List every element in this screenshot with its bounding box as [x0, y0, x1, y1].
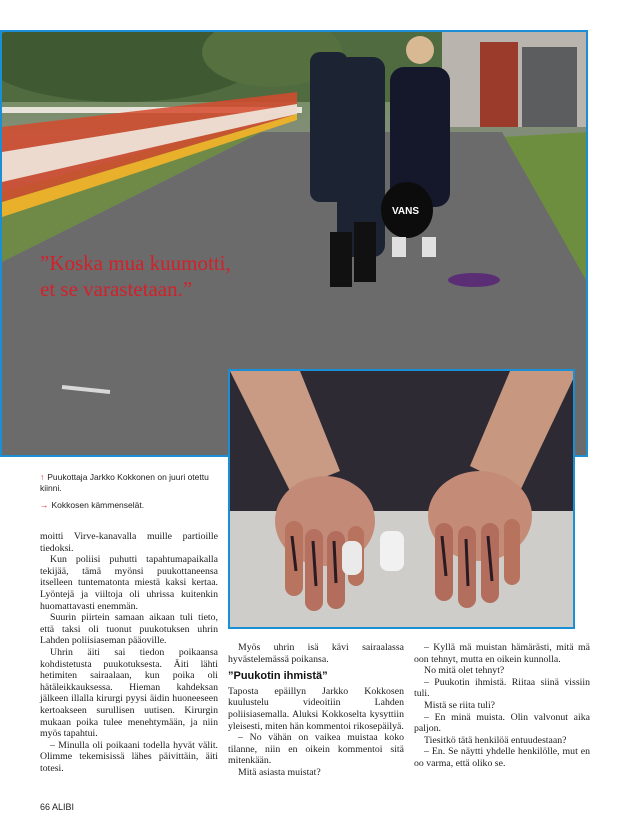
body-column-3: [414, 642, 590, 770]
page-footer: 66 ALIBI: [40, 802, 75, 812]
col3-paragraph: – Puukotin ihmistä. Riitaa siinä vissiin tuli.: [414, 676, 590, 700]
pull-quote: [40, 250, 280, 302]
col3-paragraph: – En. Se näytti yhdelle henkilölle, mut en oo varma, että oliko se.: [414, 746, 590, 769]
col3-paragraph: Tiesitkö tätä henkilöä entuudestaan?: [424, 734, 567, 746]
body-column-2: [228, 642, 404, 779]
subheading: ”Puukotin ihmistä”: [228, 670, 328, 683]
pull-quote-line-1: ”Koska mua kuumotti,: [40, 251, 231, 275]
body-column-1: [40, 531, 218, 774]
caption-top-photo: ↑ Puukottaja Jarkko Kokkonen on juuri otettu kiinni.: [40, 472, 209, 493]
col1-paragraph: Suurin piirtein samaan aikaan tuli tieto, että taksi oli tuonut puukotuksen uhrin Lahden poliisiaseman pääoville.: [40, 612, 218, 647]
arrow-right-icon: →: [40, 500, 49, 510]
arrow-up-icon: ↑: [40, 472, 45, 482]
col2-paragraph: Taposta epäillyn Jarkko Kokkosen kuulustelu videoitiin Lahden poliisiasemalla. Aluksi Kokkoselta kysyttiin yleisesti, miten hän kommentoi rikosepäilyä.: [228, 685, 404, 732]
col2-paragraph: – No vähän on vaikea muistaa koko tilanne, niin en oikein kommentoi sitä mitenkään.: [228, 732, 404, 767]
col2-lead: Myös uhrin isä kävi sairaalassa hyvästelemässä poikansa.: [228, 642, 404, 665]
caption-inset-photo: → Kokkosen kämmenselät.: [40, 500, 145, 510]
col1-paragraph: Uhrin äiti sai tiedon poikaansa kohdistetusta puukotuksesta. Äiti lähti hetimiten sairaalaan, kun poika oli hätäleikkauksessa. Hieman kahdeksan jälkeen illalla kirurgi pyysi äidin huoneeseen kertoakseen surullisen uutisen. Kirurgin mukaan poika tulee menehtymään, ja niin myös tapahtui.: [40, 646, 218, 740]
bag-print: VANS: [392, 206, 420, 217]
col2-paragraph: Mitä asiasta muistat?: [238, 766, 321, 778]
col3-paragraph: Mistä se riita tuli?: [424, 699, 496, 711]
pull-quote-line-2: et se varastetaan.”: [40, 277, 193, 301]
col1-paragraph: moitti Virve-kanavalla muille partioille tiedoksi.: [40, 531, 218, 554]
col1-paragraph: – Minulla oli poikaani todella hyvät välit. Olimme tekemisissä lähes päivittäin, äiti totesi.: [40, 739, 218, 774]
col3-paragraph: – Kyllä mä muistan hämärästi, mitä mä oon tehnyt, mutta en oikein kunnolla.: [414, 642, 590, 665]
col3-paragraph: – En minä muista. Olin valvonut aika paljon.: [414, 711, 590, 735]
col1-paragraph: Kun poliisi puhutti tapahtumapaikalla tekijää, tämä myönsi puukottaneensa itselleen tuntematonta miestä kaksi kertaa. Lyöntejä ja viiltoja oli uhrissa kuitenkin huomattavasti enemmän.: [40, 554, 218, 612]
col3-paragraph: No mitä olet tehnyt?: [424, 665, 505, 677]
hands-photo: [228, 369, 575, 629]
